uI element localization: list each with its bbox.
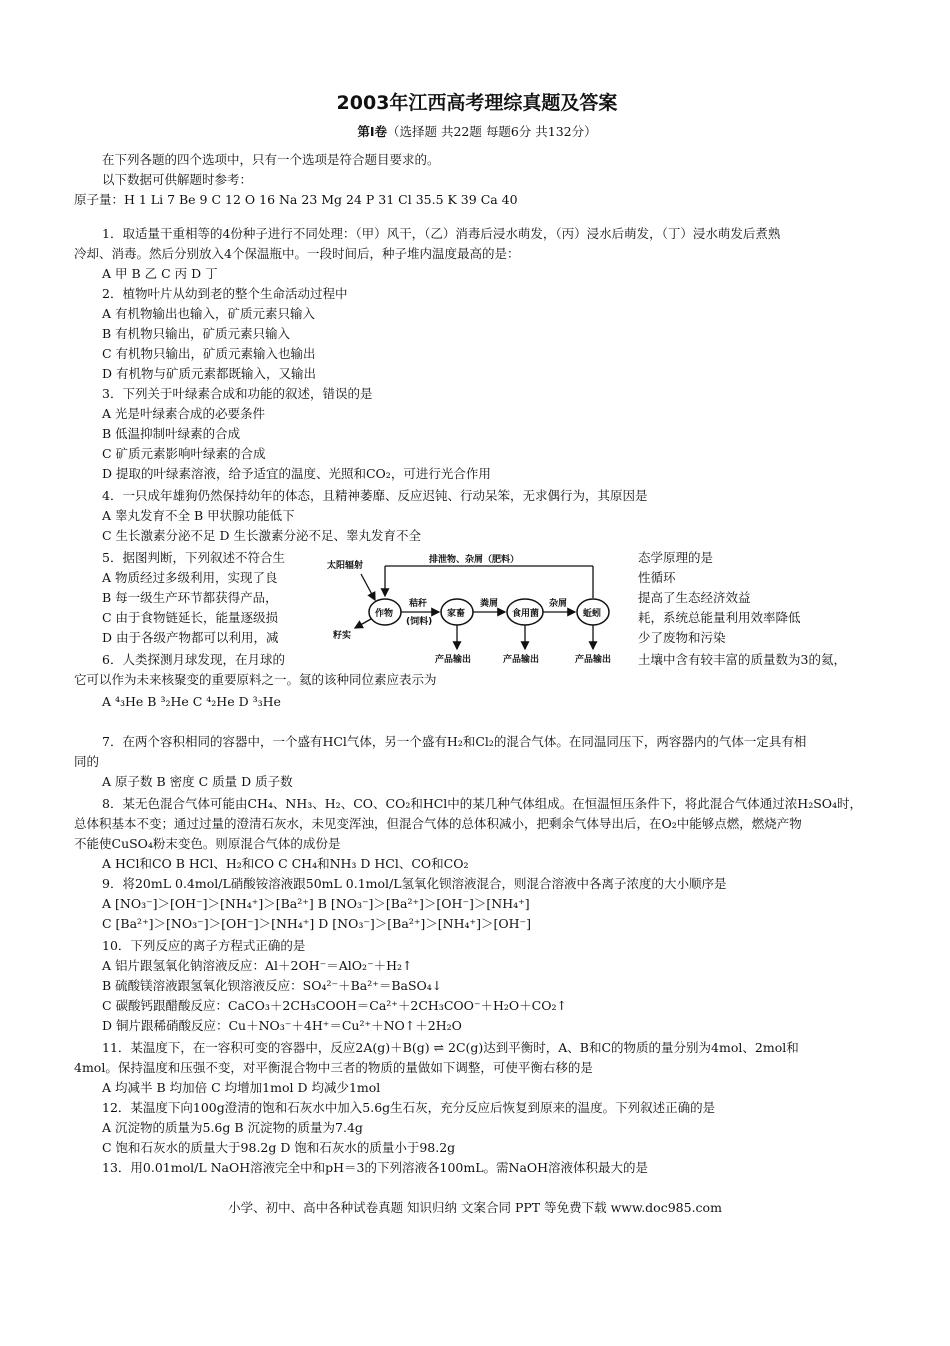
section-label: 第Ⅰ卷 [357,124,387,139]
q10-option-a: A 铝片跟氢氧化钠溶液反应：Al＋2OH⁻＝AlO₂⁻＋H₂↑ [102,958,413,973]
q1-stem: 1．取适量干重相等的4份种子进行不同处理：（甲）风干，（乙）消毒后浸水萌发，（丙）浸水后萌发，（丁）浸水萌发后煮熟 [102,226,781,241]
q13-stem: 13．用0.01mol/L NaOH溶液完全中和pH＝3的下列溶液各100mL。需NaOH溶液体积最大的是 [102,1160,649,1175]
q12-stem: 12．某温度下向100g澄清的饱和石灰水中加入5.6g生石灰，充分反应后恢复到原来的温度。下列叙述正确的是 [102,1100,716,1115]
q9-stem: 9．将20mL 0.4mol/L硝酸铵溶液跟50mL 0.1mol/L氢氧化钡溶液混合，则混合溶液中各离子浓度的大小顺序是 [102,876,727,891]
sun-arrow [361,574,375,600]
q3-option-d: D 提取的叶绿素溶液，给予适宜的温度、光照和CO₂，可进行光合作用 [102,466,491,481]
label-straw: 秸秆 [409,599,428,609]
q8-stem-cont-1: 总体积基本不变；通过过量的澄清石灰水，未见变浑浊，但混合气体的总体积减小，把剩余气体导出后，在O₂中能够点燃，燃烧产物 [74,816,802,831]
q2-option-b: B 有机物只输出，矿质元素只输入 [102,326,291,341]
q8-stem-cont-2: 不能使CuSO₄粉末变色。则原混合气体的成份是 [74,836,341,851]
label-worm: 蚯蚓 [583,609,602,619]
q1-options: A 甲 B 乙 C 丙 D 丁 [102,266,218,281]
page-subtitle [74,122,880,140]
q7-stem-cont: 同的 [74,754,100,769]
q7-stem: 7．在两个容积相同的容器中，一个盛有HCl气体，另一个盛有H₂和Cl₂的混合气体。在同温同压下，两容器内的气体一定具有相 [102,734,807,749]
q5-option-d-left: D 由于各级产物都可以利用，减 [102,630,279,645]
q4-options-cd: C 生长激素分泌不足 D 生长激素分泌不足、睾丸发育不全 [102,528,422,543]
q5-option-d-right: 少了废物和污染 [638,630,726,645]
q2-option-d: D 有机物与矿质元素都既输入，又输出 [102,366,316,381]
q6-options: A ⁴₃He B ³₂He C ⁴₂He D ³₃He [102,694,281,709]
q8-stem: 8．某无色混合气体可能由CH₄、NH₃、H₂、CO、CO₂和HCl中的某几种气体组成。在恒温恒压条件下，将此混合气体通过浓H₂SO₄时， [102,796,863,811]
q5-option-a-right: 性循环 [638,570,676,585]
q6-stem-left: 6．人类探测月球发现，在月球的 [102,652,285,667]
q4-options-ab: A 睾丸发育不全 B 甲状腺功能低下 [102,508,295,523]
intro-line-1: 在下列各题的四个选项中，只有一个选项是符合题目要求的。 [102,152,440,167]
label-feed: (饲料) [406,617,433,627]
q3-option-a: A 光是叶绿素合成的必要条件 [102,406,266,421]
q2-option-c: C 有机物只输出，矿质元素输入也输出 [102,346,316,361]
q5-option-b-left: B 每一级生产环节都获得产品， [102,590,278,605]
label-top: 排泄物、杂屑（肥料） [429,555,520,565]
q12-options-ab: A 沉淀物的质量为5.6g B 沉淀物的质量为7.4g [102,1120,363,1135]
label-sun: 太阳辐射 [327,561,364,571]
q9-options-ab: A [NO₃⁻]＞[OH⁻]＞[NH₄⁺]＞[Ba²⁺] B [NO₃⁻]＞[Ba²⁺]＞[OH⁻]＞[NH₄⁺] [102,896,530,911]
q3-stem: 3．下列关于叶绿素合成和功能的叙述，错误的是 [102,386,373,401]
q10-stem: 10．下列反应的离子方程式正确的是 [102,938,306,953]
q4-stem: 4．一只成年雄狗仍然保持幼年的体态，且精神萎靡、反应迟钝、行动呆笨，无求偶行为，其原因是 [102,488,648,503]
q6-stem-right: 土壤中含有较丰富的质量数为3的氦， [638,652,846,667]
q2-stem: 2．植物叶片从幼到老的整个生命活动过程中 [102,286,348,301]
label-output-3: 产品输出 [575,655,612,665]
q8-options: A HCl和CO B HCl、H₂和CO C CH₄和NH₃ D HCl、CO和CO₂ [102,856,469,871]
q2-option-a: A 有机物输出也输入，矿质元素只输入 [102,306,316,321]
q5-stem-right: 态学原理的是 [638,550,714,565]
q7-options: A 原子数 B 密度 C 质量 D 质子数 [102,774,293,789]
q10-option-b: B 硫酸镁溶液跟氢氧化钡溶液反应：SO₄²⁻＋Ba²⁺＝BaSO₄↓ [102,978,443,993]
q3-option-b: B 低温抑制叶绿素的合成 [102,426,241,441]
label-output-2: 产品输出 [503,655,540,665]
ecosystem-diagram [325,552,635,668]
q11-options: A 均减半 B 均加倍 C 均增加1mol D 均减少1mol [102,1080,381,1095]
q9-options-cd: C [Ba²⁺]＞[NO₃⁻]＞[OH⁻]＞[NH₄⁺] D [NO₃⁻]＞[Ba²⁺]＞[NH₄⁺]＞[OH⁻] [102,916,532,931]
label-crop: 作物 [375,609,394,619]
label-fungi: 食用菌 [512,609,540,619]
q1-stem-cont: 冷却、消毒。然后分别放入4个保温瓶中。一段时间后，种子堆内温度最高的是： [74,246,520,261]
q6-stem-cont: 它可以作为未来核聚变的重要原料之一。氦的该种同位素应表示为 [74,672,437,687]
q5-option-c-left: C 由于食物链延长，能量逐级损 [102,610,279,625]
q5-option-c-right: 耗，系统总能量利用效率降低 [638,610,801,625]
q5-stem-left: 5．据图判断，下列叙述不符合生 [102,550,285,565]
q12-options-cd: C 饱和石灰水的质量大于98.2g D 饱和石灰水的质量小于98.2g [102,1140,456,1155]
page-title: 2003年江西高考理综真题及答案 [336,92,618,114]
grain-arrow [355,619,371,628]
label-output-1: 产品输出 [435,655,472,665]
q3-option-c: C 矿质元素影响叶绿素的合成 [102,446,266,461]
q10-option-c: C 碳酸钙跟醋酸反应：CaCO₃＋2CH₃COOH＝Ca²⁺＋2CH₃COO⁻＋H₂O＋CO₂↑ [102,998,567,1013]
label-manure: 粪屑 [480,599,499,609]
q10-option-d: D 铜片跟稀硝酸反应：Cu＋NO₃⁻＋4H⁺＝Cu²⁺＋NO↑＋2H₂O [102,1018,462,1033]
section-info: （选择题 共22题 每题6分 共132分） [387,124,597,139]
atomic-mass-line: 原子量：H 1 Li 7 Be 9 C 12 O 16 Na 23 Mg 24 P 31 Cl 35.5 K 39 Ca 40 [74,192,518,207]
label-debris: 杂屑 [549,599,568,609]
q5-option-b-right: 提高了生态经济效益 [638,590,751,605]
label-livestock: 家畜 [447,609,466,619]
q11-stem: 11．某温度下，在一容积可变的容器中，反应2A(g)＋B(g) ⇌ 2C(g)达到平衡时，A、B和C的物质的量分别为4mol、2mol和 [102,1040,799,1055]
label-grain: 籽实 [333,631,352,641]
intro-line-2: 以下数据可供解题时参考： [102,172,253,187]
q5-option-a-left: A 物质经过多级利用，实现了良 [102,570,278,585]
page-footer: 小学、初中、高中各种试卷真题 知识归纳 文案合同 PPT 等免费下载 www.doc985.com [228,1200,722,1215]
q11-stem-cont: 4mol。保持温度和压强不变，对平衡混合物中三者的物质的量做如下调整，可使平衡右移的是 [74,1060,593,1075]
